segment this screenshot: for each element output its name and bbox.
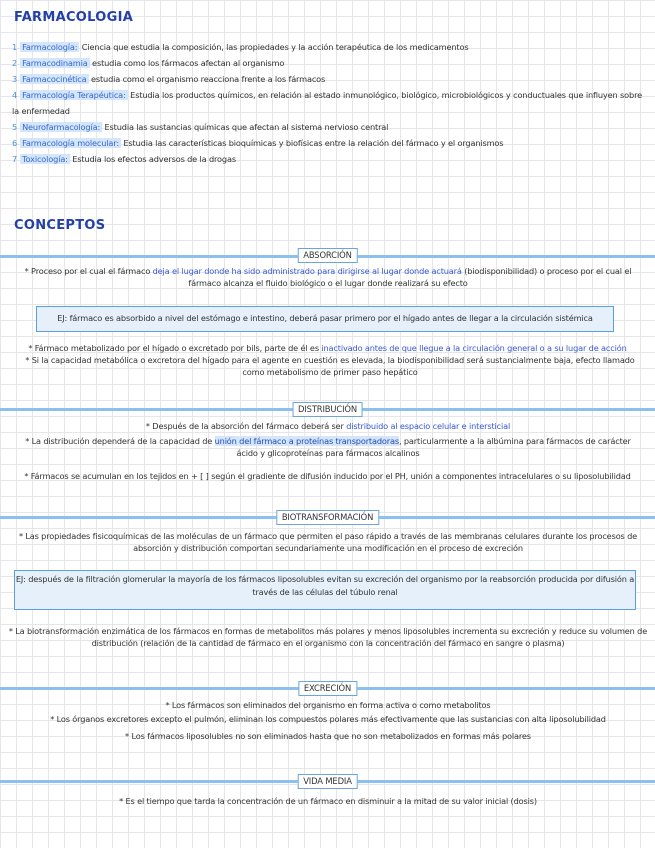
definition-text: Estudia los productos químicos, en relación al estado inmunológico, biológico, microbiológicos y conductuales que influyen sobre la enfermedad [12, 90, 643, 116]
excrecion-paragraph-2: * Los órganos excretores excepto el pulmón, eliminan los compuestos polares más efectivamente que las sustancias con alta liposolubilidad [50, 714, 606, 724]
definition-text: Estudia las características bioquímicas y biofísicas entre la relación del fármaco y el organismos [120, 138, 504, 148]
heading-absorcion: ABSORCIÓN [297, 248, 357, 263]
definition-text: estudia como los fármacos afectan al organismo [89, 58, 285, 68]
definition-item: 6 Farmacología molecular: Estudia las características bioquímicas y biofísicas entre la relación del fármaco y el organismos [12, 138, 504, 148]
definition-term: Toxicología: [22, 154, 68, 164]
section-title-conceptos: CONCEPTOS [14, 218, 106, 233]
definition-term: Farmacología: [22, 42, 78, 52]
definition-term: Farmacología molecular: [22, 138, 119, 148]
definition-text: Estudia las sustancias químicas que afectan al sistema nervioso central [102, 122, 389, 132]
absorcion-paragraph-2: * Fármaco metabolizado por el hígado o excretado por bils, parte de él es inactivado antes de que llegue a la circulación general o a su lugar de acción [28, 343, 627, 353]
definition-term: Farmacocinética [22, 74, 87, 84]
definition-item: 5 Neurofarmacología: Estudia las sustancias químicas que afectan al sistema nervioso central [12, 122, 389, 132]
distribucion-highlight-2: unión del fármaco a proteínas transportadoras [214, 436, 399, 446]
heading-excrecion: EXCRECIÓN [298, 681, 357, 696]
vida-media-paragraph-1: * Es el tiempo que tarda la concentración de un fármaco en disminuir a la mitad de su valor inicial (dosis) [119, 796, 537, 806]
excrecion-paragraph-1: * Los fármacos son eliminados del organismo en forma activa o como metabolitos [165, 700, 491, 710]
biotransformacion-paragraph-1: * Las propiedades fisicoquímicas de las moléculas de un fármaco que permiten el paso rápido a través de las membranas celulares durante los procesos de absorción y distribución comportan secundariamente una modificación en el proceso de excreción [18, 531, 638, 553]
definition-term: Neurofarmacología: [22, 122, 101, 132]
absorcion-highlight-2: inactivado antes de que llegue a la circulación general o a su lugar de acción [321, 343, 627, 353]
distribucion-highlight: distribuido al espacio celular e intersticial [346, 421, 511, 431]
biotransformacion-paragraph-2: * La biotransformación enzimática de los fármacos en formas de metabolitos más polares y menos liposolubles incrementa su excreción y reduce su volumen de distribución (relación de la cantidad de fármaco en el organismo con la concentración del fármaco en sangre o plasma) [8, 626, 648, 648]
definition-item: 1 Farmacología: Ciencia que estudia la composición, las propiedades y la acción terapéutica de los medicamentos [12, 42, 469, 52]
biotransformacion-example-box: EJ: después de la filtración glomerular la mayoría de los fármacos liposolubles evitan su excreción del organismo por la reabsorción producida por difusión a través de las células del túbulo renal [14, 570, 636, 610]
definition-text: Estudia los efectos adversos de la drogas [69, 154, 236, 164]
page-title: FARMACOLOGIA [14, 10, 134, 25]
definition-text: Ciencia que estudia la composición, las propiedades y la acción terapéutica de los medicamentos [79, 42, 469, 52]
definition-item: 3 Farmacocinética estudia como el organismo reacciona frente a los fármacos [12, 74, 326, 84]
absorcion-example-box: EJ: fármaco es absorbido a nivel del estómago e intestino, deberá pasar primero por el hígado antes de llegar a la circulación sistémica [36, 306, 614, 332]
heading-distribucion: DISTRIBUCIÓN [292, 402, 363, 417]
definition-term: Farmacología Terapéutica: [22, 90, 126, 100]
absorcion-paragraph-1: * Proceso por el cual el fármaco deja el lugar donde ha sido administrado para dirigirse al lugar donde actuará (biodisponibilidad) o proceso por el cual el fármaco alcanza el fluido biológico o el lugar donde realizará su efecto [24, 266, 632, 288]
definition-term: Farmacodinamia [22, 58, 88, 68]
definition-item: 2 Farmacodinamia estudia como los fármacos afectan al organismo [12, 58, 285, 68]
distribucion-paragraph-1: * Después de la absorción del fármaco deberá ser distribuido al espacio celular e intersticial [145, 421, 511, 431]
heading-vida-media: VIDA MEDIA [297, 774, 358, 789]
distribucion-paragraph-3: * Fármacos se acumulan en los tejidos en + [ ] según el gradiente de difusión inducido por el PH, unión a componentes intracelulares o su liposolubilidad [24, 471, 631, 481]
absorcion-highlight: deja el lugar donde ha sido administrado para dirigirse al lugar donde actuará [152, 266, 462, 276]
definition-item: 4 Farmacología Terapéutica: Estudia los productos químicos, en relación al estado inmunológico, biológico, microbiológicos y conductuales que influyen sobre la enfermedad [12, 90, 643, 116]
heading-biotransformacion: BIOTRANSFORMACIÓN [276, 510, 379, 525]
definitions-list [12, 39, 642, 167]
definition-item: 7 Toxicología: Estudia los efectos adversos de la drogas [12, 154, 236, 164]
definition-text: estudia como el organismo reacciona frente a los fármacos [88, 74, 326, 84]
distribucion-paragraph-2: * La distribución dependerá de la capacidad de unión del fármaco a proteínas transportadoras, particularmente a la albúmina para fármacos de carácter ácido y glicoproteínas para fármacos alcalinos [25, 436, 631, 458]
absorcion-paragraph-3: * Si la capacidad metabólica o excretora del hígado para el agente en cuestión es elevada, la biodisponibilidad será sustancialmente baja, efecto llamado como metabolismo de primer paso hepático [25, 355, 635, 377]
excrecion-paragraph-3: * Los fármacos liposolubles no son eliminados hasta que no son metabolizados en formas más polares [125, 731, 531, 741]
